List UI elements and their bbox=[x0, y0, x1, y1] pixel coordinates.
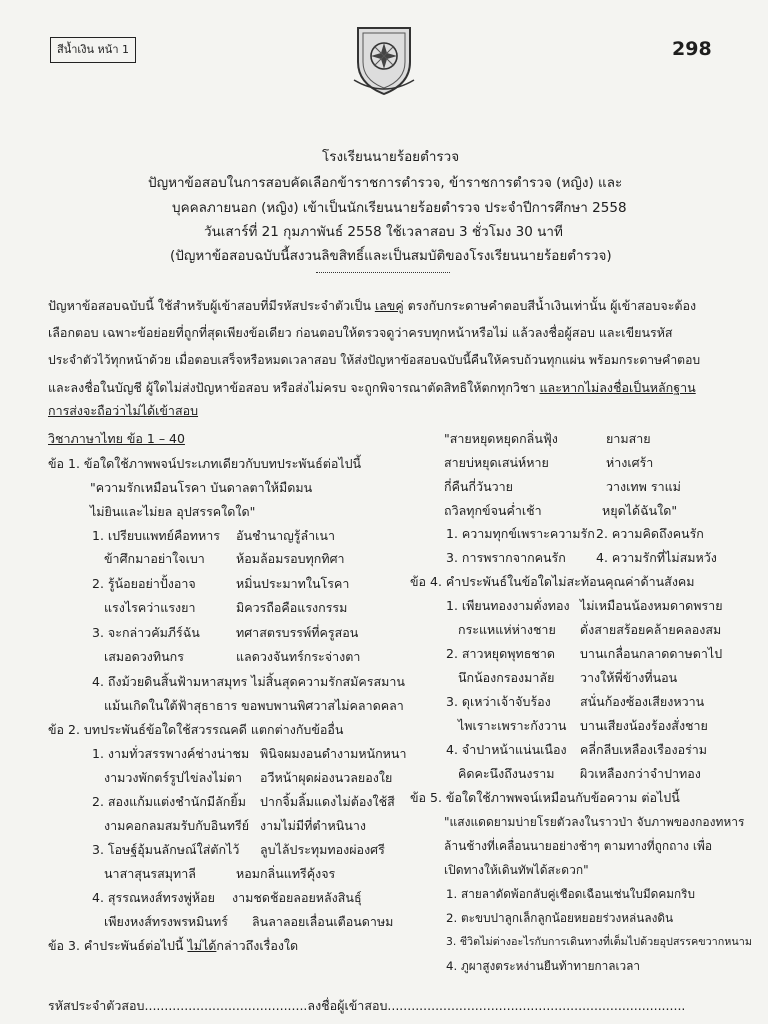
q2-option-line: งามคอกลมสมรับกับอินทรีย์ bbox=[104, 818, 250, 833]
q4-option-line: คิดคะนึงถึงนงราม bbox=[458, 766, 555, 781]
question-4: ข้อ 4. คำประพันธ์ในข้อใดไม่สะท้อนคุณค่าด้านสังคม bbox=[410, 574, 695, 589]
q2-option-line: งามไม่มีที่ตำหนินาง bbox=[260, 818, 366, 833]
question-text: ข้อ 3. คำประพันธ์ต่อไปนี้ bbox=[48, 938, 188, 953]
q2-option-line: ลินลาลอยเลื่อนเตือนดาษม bbox=[252, 914, 394, 929]
instructions-line5: การส่งจะถือว่าไม่ได้เข้าสอบ bbox=[48, 403, 199, 418]
q3-poem-line: สายบ่หยุดเสน่ห์หาย bbox=[444, 455, 549, 470]
q3-option-line: 4. ความรักที่ไม่สมหวัง bbox=[596, 550, 717, 565]
q3-option-line: 2. ความคิดถึงคนรัก bbox=[596, 526, 704, 541]
question-3 bbox=[48, 937, 298, 955]
q3-poem-line: ยามสาย bbox=[606, 431, 651, 446]
q1-option-line: ห้อมล้อมรอบทุกทิศา bbox=[236, 551, 345, 566]
school-emblem-icon bbox=[352, 22, 416, 98]
instructions-line1 bbox=[48, 297, 696, 315]
q4-option-line: คลี่กลีบเหลืองเรืองอร่าม bbox=[580, 742, 708, 757]
q3-poem-line: หยุดได้ฉันใด" bbox=[602, 503, 678, 518]
q5-option: 1. สายลาดัดพ้อกลับคู่เชือดเฉือนเช่นใบมีดคมกริบ bbox=[446, 887, 695, 901]
q1-option-line: 3. จะกล่าวคัมภีร์ฉัน bbox=[92, 625, 200, 640]
q4-option-line: ไพเราะเพราะกังวาน bbox=[458, 718, 567, 733]
q1-option-line: หมิ่นประมาทในโรคา bbox=[236, 576, 350, 591]
q2-option-line: ปากจิ้มลิ้มแดงไม่ต้องใช้สี bbox=[260, 794, 395, 809]
q4-option-line: กระแหแห่ห่างชาย bbox=[458, 622, 556, 637]
q1-option-line: อันชำนาญรู้ลำเนา bbox=[236, 528, 335, 543]
copyright-note: (ปัญหาข้อสอบฉบับนี้สงวนลิขสิทธิ์และเป็นสมบัติของโรงเรียนนายร้อยตำรวจ) bbox=[170, 248, 612, 264]
q2-option-line: ลูบไล้ประทุมทองผ่องศรี bbox=[260, 842, 385, 857]
exam-date: วันเสาร์ที่ 21 กุมภาพันธ์ 2558 ใช้เวลาสอบ 3 ชั่วโมง 30 นาที bbox=[204, 224, 563, 240]
q2-option-line: 1. งามทั่วสรรพางค์ช่างน่าชม bbox=[92, 746, 250, 761]
q2-option-line: งามชดช้อยลอยหลังสินธุ์ bbox=[232, 890, 362, 905]
q5-option: 2. ตะขบปาลูกเล็กลูกน้อยหยอยร่วงหล่นลงดิน bbox=[446, 911, 674, 925]
q1-option-line: ข้าศึกมาอย่าใจเบา bbox=[104, 551, 205, 566]
q4-option-line: วางให้พี่ข้างที่นอน bbox=[580, 670, 678, 685]
school-name: โรงเรียนนายร้อยตำรวจ bbox=[322, 149, 460, 165]
q2-option-line: งามวงพักตร์รูปไข่ลงไม่ตา bbox=[104, 770, 243, 785]
instructions-text: ตรงกับกระดาษคำตอบสีน้ำเงินเท่านั้น ผู้เข้าสอบจะต้อง bbox=[403, 298, 697, 313]
q3-poem-line: วางเทพ ราแม่ bbox=[606, 479, 681, 494]
q1-poem-line1: "ความรักเหมือนโรคา บันดาลตาให้มืดมน bbox=[90, 480, 313, 495]
q1-option-line: ทศาสตรบรรพ์ที่ครูสอน bbox=[236, 625, 359, 640]
instructions-warning: และหากไม่ลงชื่อเป็นหลักฐาน bbox=[539, 380, 696, 395]
question-text: กล่าวถึงเรื่องใด bbox=[216, 938, 299, 953]
instructions-text: ปัญหาข้อสอบฉบับนี้ ใช้สำหรับผู้เข้าสอบที่มีรหัสประจำตัวเป็น bbox=[48, 298, 375, 313]
subject-heading: วิชาภาษาไทย ข้อ 1 – 40 bbox=[48, 431, 185, 446]
page-number: 298 bbox=[672, 38, 712, 60]
q3-option-line: 3. การพรากจากคนรัก bbox=[446, 550, 566, 565]
q1-option-line: 2. รู้น้อยอย่าปั้งอาจ bbox=[92, 576, 196, 591]
q4-option-line: นึกน้องกรองมาลัย bbox=[458, 670, 555, 685]
q3-option-line: 1. ความทุกข์เพราะความรัก bbox=[446, 526, 595, 541]
q3-poem-line: กี่คืนกี่วันวาย bbox=[444, 479, 513, 494]
q2-option-line: อวีหน้าผุดผ่องนวลยองใย bbox=[260, 770, 393, 785]
question-5: ข้อ 5. ข้อใดใช้ภาพพจน์เหมือนกับข้อความ ต่อไปนี้ bbox=[410, 790, 680, 805]
q1-option-line: แลดวงจันทร์กระจ่างตา bbox=[236, 649, 361, 664]
q5-quote-line2: ล้านช้างที่เคลื่อนนายอย่างช้าๆ ตามทางที่ถูกถาง เพื่อ bbox=[444, 839, 713, 853]
instructions-line2: เลือกตอบ เฉพาะข้อย่อยที่ถูกที่สุดเพียงข้อเดียว ก่อนตอบให้ตรวจดูว่าครบทุกหน้าหรือไม่ แล้วลงชื่อผู้สอบ และเขียนรหัส bbox=[48, 325, 673, 340]
q5-quote-line1: "แสงแดดยามบ่ายโรยตัวลงในราวป่า จับภาพของกองทหาร bbox=[444, 815, 745, 829]
q4-option-line: บานเสียงน้องร้องสั่งชาย bbox=[580, 718, 708, 733]
q4-option-line: 1. เพียนทองงามดั่งทอง bbox=[446, 598, 570, 613]
instructions-text: และลงชื่อในบัญชี ผู้ใดไม่ส่งปัญหาข้อสอบ หรือส่งไม่ครบ จะถูกพิจารณาตัดสิทธิให้ตกทุกวิชา bbox=[48, 380, 540, 395]
q1-option-4-line1: 4. ถึงม้วยดินสิ้นฟ้ามหาสมุทร ไม่สิ้นสุดความรักสมัครสมาน bbox=[92, 674, 405, 689]
instructions-even-number: เลขคู่ bbox=[374, 298, 404, 313]
question-1: ข้อ 1. ข้อใดใช้ภาพพจน์ประเภทเดียวกับบทประพันธ์ต่อไปนี้ bbox=[48, 456, 362, 471]
q2-option-line: พินิจผมงอนดำงามหนักหนา bbox=[260, 746, 407, 761]
q4-option-line: ผิวเหลืองกว่าจำปาทอง bbox=[580, 766, 701, 781]
q2-option-line: หอมกลิ่นแทรีคุ้งจร bbox=[236, 866, 336, 881]
q5-option: 3. ชีวิตไม่ต่างอะไรกับการเดินทางที่เต็มไปด้วยอุปสรรคขวากหนาม bbox=[446, 935, 752, 948]
q2-option-line: นาสาสุนรสมุทาลี bbox=[104, 866, 196, 881]
q1-poem-line2: ไม่ยินและไม่ยล อุปสรรคใดใด" bbox=[90, 504, 256, 519]
q2-option-line: 2. สองแก้มแต่งชำนักมีลักยิ้ม bbox=[92, 794, 246, 809]
q5-quote-line3: เปิดทางให้เดินทัพได้สะดวก" bbox=[444, 863, 589, 877]
exam-title-line2: บุคคลภายนอก (หญิง) เข้าเป็นนักเรียนนายร้อยตำรวจ ประจำปีการศึกษา 2558 bbox=[172, 200, 627, 216]
q2-option-line: 3. โอษฐ์อุ้มนลักษณ์ใส่ตักไว้ bbox=[92, 842, 240, 857]
q4-option-line: สนั่นก้องซ้องเสียงหวาน bbox=[580, 694, 705, 709]
q5-option: 4. ภูผาสูงตระหง่านยืนท้าทายกาลเวลา bbox=[446, 959, 641, 973]
candidate-id-and-signature-line: รหัสประจำตัวสอบ.........................................ลงชื่อผู้เข้าสอบ........................................................................... bbox=[48, 998, 686, 1013]
question-2: ข้อ 2. บทประพันธ์ข้อใดใช้สวรรณคดี แตกต่างกับข้ออื่น bbox=[48, 722, 344, 737]
q2-option-line: 4. สุรรณหงส์ทรงพู่ห้อย bbox=[92, 890, 215, 905]
q3-poem-line: "สายหยุดหยุดกลิ่นฟุ้ง bbox=[444, 431, 558, 446]
q4-option-line: 4. จำปาหน้าแน่นเนือง bbox=[446, 742, 567, 757]
exam-title-line1: ปัญหาข้อสอบในการสอบคัดเลือกข้าราชการตำรวจ, ข้าราชการตำรวจ (หญิง) และ bbox=[148, 175, 623, 191]
divider bbox=[316, 272, 450, 273]
color-page-label: สีน้ำเงิน หน้า 1 bbox=[50, 37, 136, 63]
q1-option-line: แรงไรคว่าแรงยา bbox=[104, 600, 196, 615]
q4-option-line: ไม่เหมือนน้องหมดาดพราย bbox=[580, 598, 723, 613]
instructions-line4 bbox=[48, 379, 696, 397]
q3-poem-line: ถวิลทุกข์จนค่ำเช้า bbox=[444, 503, 542, 518]
q4-option-line: 3. ดุเหว่าเจ้าจับร้อง bbox=[446, 694, 551, 709]
q1-option-line: มิควรถือคือแรงกรรม bbox=[236, 600, 348, 615]
q1-option-4-line2: แม้นเกิดในใต้ฟ้าสุธาธาร ขอพบพานพิศวาสไม่คลาดคลา bbox=[104, 698, 404, 713]
q1-option-line: เสมอดวงทินกร bbox=[104, 649, 184, 664]
q4-option-line: บานเกลื่อนกลาดดาษดาไป bbox=[580, 646, 723, 661]
q4-option-line: ดั่งสายสร้อยคล้ายคลองสม bbox=[580, 622, 722, 637]
instructions-line3: ประจำตัวไว้ทุกหน้าด้วย เมื่อตอบเสร็จหรือหมดเวลาสอบ ให้ส่งปัญหาข้อสอบฉบับนี้คืนให้ครบถ้วนทุกแผ่น พร้อมกระดาษคำตอบ bbox=[48, 353, 701, 367]
q3-poem-line: ห่างเศร้า bbox=[606, 455, 654, 470]
q2-option-line: เพียงหงส์ทรงพรหมินทร์ bbox=[104, 914, 228, 929]
q4-option-line: 2. สาวหยุดพุทธชาด bbox=[446, 646, 555, 661]
q1-option-line: 1. เปรียบแพทย์คือทหาร bbox=[92, 528, 221, 543]
question-negation: ไม่ได้ bbox=[187, 938, 217, 953]
